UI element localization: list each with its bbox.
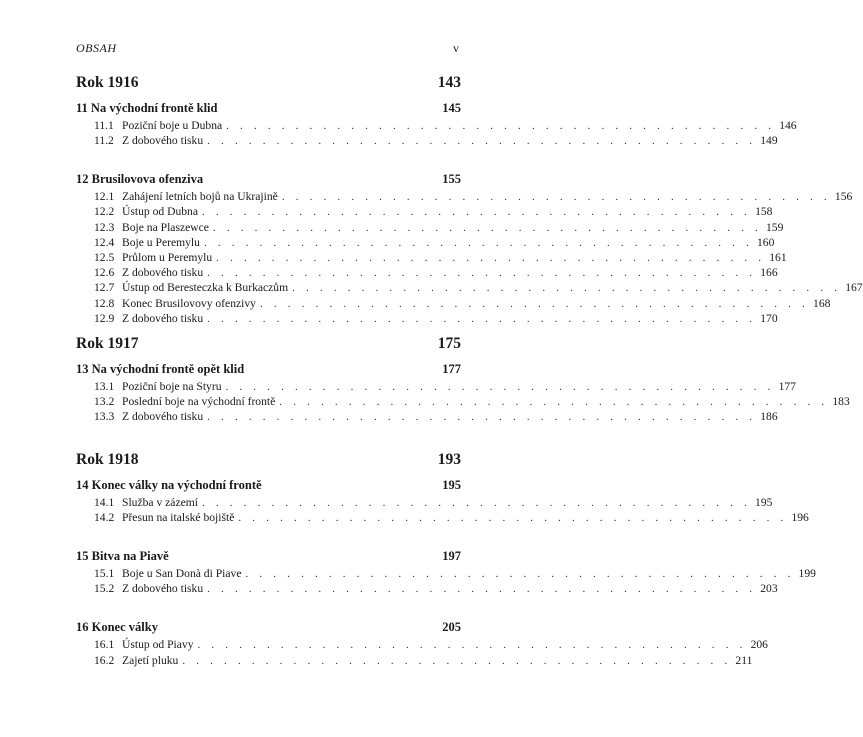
toc-leader-dots: . . . . . . . . . . . . . . . . . . . . . . . . . . . . . . . . . . . . . . . . [202, 206, 752, 219]
toc-chapter-page: 195 [442, 478, 461, 492]
toc-chapter-title: 14 Konec války na východní frontě [76, 478, 262, 492]
toc-leader-dots: . . . . . . . . . . . . . . . . . . . . . . . . . . . . . . . . . . . . . . . . [207, 312, 757, 325]
running-head-page: v [453, 41, 459, 55]
toc-section-page: 168 [813, 296, 831, 310]
toc-part-title: Rok 1918 [76, 451, 139, 468]
toc-section-title: Ústup od Dubna [122, 205, 198, 219]
toc-leader-dots: . . . . . . . . . . . . . . . . . . . . . . . . . . . . . . . . . . . . . . . . [279, 396, 829, 409]
toc-section-number: 12.1 [94, 190, 115, 204]
toc-part[interactable] [76, 451, 461, 469]
toc-section[interactable] [94, 496, 773, 511]
toc-section-number: 14.1 [94, 496, 115, 509]
toc-section-title: Poziční boje na Styru [122, 380, 222, 393]
toc-section[interactable] [94, 511, 809, 526]
toc-chapter-title: 15 Bitva na Piavě [76, 549, 169, 564]
toc-chapter-title: 12 Brusilovova ofenziva [76, 172, 204, 187]
toc-section[interactable] [94, 235, 775, 251]
toc-leader-dots: . . . . . . . . . . . . . . . . . . . . . . . . . . . . . . . . . . . . . . . . [245, 568, 795, 581]
toc-section[interactable] [94, 220, 784, 236]
toc-section-title: Průlom u Peremylu [122, 251, 213, 264]
toc-section-title: Z dobového tisku [122, 311, 204, 325]
toc-section-number: 13.1 [94, 380, 115, 393]
toc-section-page: 156 [834, 190, 853, 204]
toc-section-page: 203 [760, 582, 778, 596]
toc-chapter-page: 145 [442, 101, 461, 115]
toc-section[interactable] [94, 281, 863, 296]
toc-section-page: 166 [760, 266, 778, 280]
toc-section-title: Boje na Plaszewce [122, 220, 209, 234]
toc-section[interactable] [94, 395, 850, 410]
toc-section-page: 161 [769, 251, 787, 264]
toc-part-page: 175 [437, 335, 461, 352]
toc-section[interactable] [94, 311, 778, 327]
toc-leader-dots: . . . . . . . . . . . . . . . . . . . . . . . . . . . . . . . . . . . . . . . . [259, 297, 810, 310]
toc-section[interactable] [94, 190, 853, 205]
toc-section-number: 12.3 [94, 220, 115, 234]
toc-part-page: 193 [437, 451, 461, 468]
toc-section-page: 146 [779, 119, 797, 132]
toc-section[interactable] [94, 638, 768, 653]
toc-section-title: Ústup od Beresteczka k Burkaczům [122, 281, 289, 295]
toc-section-number: 12.7 [94, 281, 115, 295]
toc-section-page: 170 [760, 311, 778, 325]
toc-leader-dots: . . . . . . . . . . . . . . . . . . . . . . . . . . . . . . . . . . . . . . . . [207, 135, 757, 148]
toc-section-number: 16.2 [94, 653, 115, 667]
toc-part-page: 143 [437, 74, 461, 91]
toc-leader-dots: . . . . . . . . . . . . . . . . . . . . . . . . . . . . . . . . . . . . . . . . [216, 252, 766, 264]
toc-section-title: Konec Brusilovovy ofenzivy [122, 296, 256, 310]
running-head-title: OBSAH [76, 41, 117, 55]
toc-section-title: Z dobového tisku [122, 410, 204, 424]
toc-section-number: 12.4 [94, 235, 115, 249]
toc-section-number: 11.1 [94, 119, 114, 132]
toc-leader-dots: . . . . . . . . . . . . . . . . . . . . . . . . . . . . . . . . . . . . . . . . [207, 267, 757, 280]
toc-section-title: Ústup od Piavy [122, 638, 194, 652]
toc-section[interactable] [94, 296, 831, 312]
toc-part-title: Rok 1916 [76, 74, 139, 91]
toc-section-page: 195 [755, 496, 773, 509]
toc-section[interactable] [94, 266, 778, 281]
toc-section-number: 16.1 [94, 638, 115, 652]
toc-section-title: Poziční boje u Dubna [122, 119, 223, 132]
toc-section-page: 159 [765, 220, 784, 234]
toc-chapter-page: 177 [442, 362, 461, 376]
toc-leader-dots: . . . . . . . . . . . . . . . . . . . . . . . . . . . . . . . . . . . . . . . . [225, 381, 775, 393]
toc-chapter-page: 205 [442, 620, 461, 635]
toc-section-number: 15.1 [94, 567, 115, 581]
toc-section-number: 12.8 [94, 296, 115, 310]
toc-section-number: 15.2 [94, 582, 115, 596]
toc-section-page: 167 [845, 281, 863, 295]
toc-chapter-title: 16 Konec války [76, 620, 158, 635]
toc-section-title: Z dobového tisku [122, 582, 204, 596]
toc-chapter[interactable] [76, 101, 461, 116]
toc-part-title: Rok 1917 [76, 335, 139, 352]
toc-chapter[interactable] [76, 362, 461, 377]
toc-leader-dots: . . . . . . . . . . . . . . . . . . . . . . . . . . . . . . . . . . . . . . . . [197, 639, 747, 652]
toc-leader-dots: . . . . . . . . . . . . . . . . . . . . . . . . . . . . . . . . . . . . . . . . [207, 411, 757, 424]
toc-section-page: 206 [750, 638, 768, 652]
toc-part[interactable] [76, 74, 461, 92]
toc-section[interactable] [94, 567, 816, 582]
toc-section-number: 12.9 [94, 311, 115, 325]
toc-section-page: 199 [798, 567, 816, 581]
toc-leader-dots: . . . . . . . . . . . . . . . . . . . . . . . . . . . . . . . . . . . . . . . . [203, 236, 753, 249]
toc-chapter[interactable] [76, 172, 461, 187]
toc-leader-dots: . . . . . . . . . . . . . . . . . . . . . . . . . . . . . . . . . . . . . . . . [201, 497, 752, 509]
toc-leader-dots: . . . . . . . . . . . . . . . . . . . . . . . . . . . . . . . . . . . . . . . . [182, 654, 732, 667]
toc-chapter-page: 197 [442, 549, 461, 564]
toc-section-title: Boje u Peremylu [122, 235, 200, 249]
toc-section-title: Poslední boje na východní frontě [122, 395, 276, 409]
toc-leader-dots: . . . . . . . . . . . . . . . . . . . . . . . . . . . . . . . . . . . . . . . . [207, 583, 757, 596]
toc-section-title: Z dobového tisku [122, 134, 204, 148]
toc-leader-dots: . . . . . . . . . . . . . . . . . . . . . . . . . . . . . . . . . . . . . . . . [281, 191, 831, 204]
toc-chapter[interactable] [76, 478, 461, 493]
toc-section-number: 12.2 [94, 205, 115, 219]
toc-section-page: 149 [760, 134, 778, 148]
toc-section-title: Z dobového tisku [122, 266, 204, 280]
toc-leader-dots: . . . . . . . . . . . . . . . . . . . . . . . . . . . . . . . . . . . . . . . . [238, 512, 788, 525]
toc-section[interactable] [94, 410, 778, 425]
toc-section-number: 13.3 [94, 410, 115, 424]
toc-chapter-title: 13 Na východní frontě opět klid [76, 362, 245, 376]
toc-part[interactable] [76, 335, 461, 353]
toc-leader-dots: . . . . . . . . . . . . . . . . . . . . . . . . . . . . . . . . . . . . . . . . [212, 221, 762, 234]
toc-chapter[interactable] [76, 620, 461, 635]
toc-section-number: 14.2 [94, 511, 115, 525]
toc-section[interactable] [94, 380, 796, 395]
toc-section[interactable] [94, 134, 778, 149]
toc-section-title: Zajetí pluku [122, 653, 179, 667]
toc-section[interactable] [94, 119, 797, 134]
toc-section-page: 196 [791, 511, 809, 525]
toc-section-page: 183 [832, 395, 850, 409]
toc-section-title: Zahájení letních bojů na Ukrajině [122, 190, 278, 204]
toc-section-page: 160 [757, 235, 775, 249]
running-head [76, 41, 459, 56]
toc-leader-dots: . . . . . . . . . . . . . . . . . . . . . . . . . . . . . . . . . . . . . . . . [226, 120, 776, 132]
toc-section[interactable] [94, 653, 753, 669]
toc-section-page: 211 [735, 653, 753, 667]
toc-section[interactable] [94, 205, 773, 220]
toc-section-title: Přesun na italské bojiště [122, 511, 235, 525]
toc-chapter-title: 11 Na východní frontě klid [76, 101, 218, 115]
toc-section-number: 12.5 [94, 251, 115, 264]
toc-leader-dots: . . . . . . . . . . . . . . . . . . . . . . . . . . . . . . . . . . . . . . . . [292, 282, 842, 295]
toc-chapter-page: 155 [442, 172, 461, 187]
toc-section-title: Služba v zázemí [122, 496, 198, 509]
toc-section[interactable] [94, 251, 787, 266]
toc-section[interactable] [94, 582, 778, 597]
toc-section-number: 12.6 [94, 266, 115, 280]
toc-chapter[interactable] [76, 549, 461, 564]
toc-section-title: Boje u San Donà di Piave [122, 567, 242, 581]
toc-section-page: 186 [760, 410, 778, 424]
toc-section-page: 158 [755, 205, 773, 219]
toc-section-page: 177 [778, 380, 796, 393]
toc-section-number: 13.2 [94, 395, 115, 409]
toc-section-number: 11.2 [94, 134, 114, 148]
